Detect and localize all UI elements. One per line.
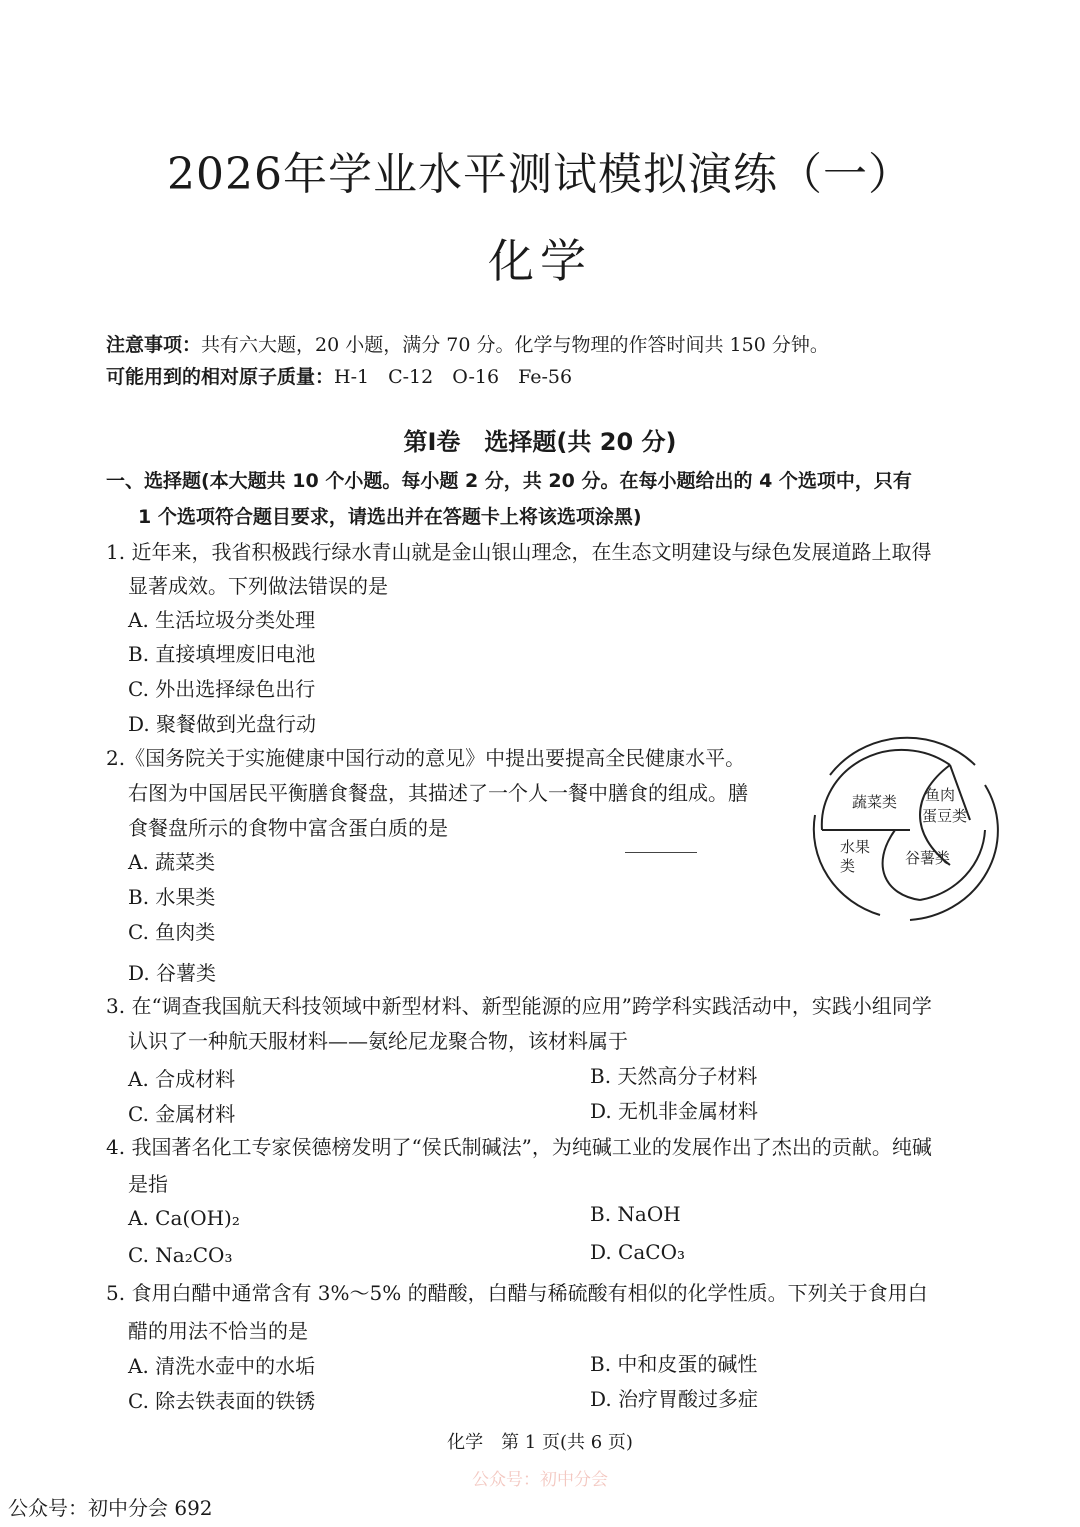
q4-option-a: A. Ca(OH)₂ [128,1206,240,1230]
q2-line-3: 食餐盘所示的食物中富含蛋白质的是 [128,816,448,840]
q2-line-1: 2.《国务院关于实施健康中国行动的意见》中提出要提高全民健康水平。 [106,746,746,770]
q5-option-c: C. 除去铁表面的铁锈 [128,1389,316,1413]
corner-credit: 公众号：初中分会 692 [8,1496,213,1520]
q3-option-d: D. 无机非金属材料 [590,1099,759,1123]
q3-option-c: C. 金属材料 [128,1102,236,1126]
page-footer: 化学 第 1 页(共 6 页) [447,1432,633,1453]
q4-line-1: 4. 我国著名化工专家侯德榜发明了“侯氏制碱法”，为纯碱工业的发展作出了杰出的贡献。纯碱 [106,1135,932,1159]
exam-subject: 化学 [488,234,592,288]
q3-line-2: 认识了一种航天服材料——氨纶尼龙聚合物，该材料属于 [128,1029,628,1053]
plate-outer-arc-top [830,738,975,775]
watermark: 公众号：初中分会 [472,1470,608,1490]
label-fish-meat: 鱼肉 [925,786,956,804]
atomic-mass-line [106,362,572,389]
atomic-mass-label: 可能用到的相对原子质量： [106,366,335,388]
q1-line-1: 1. 近年来，我省积极践行绿水青山就是金山银山理念，在生态文明建设与绿色发展道路上取得 [106,540,932,564]
q1-option-b: B. 直接填埋废旧电池 [128,642,316,666]
label-fruit-suffix: 类 [840,857,856,875]
notice-text: 共有六大题，20 小题，满分 70 分。化学与物理的作答时间共 150 分钟。 [201,334,829,356]
q4-line-2: 是指 [128,1172,168,1196]
label-egg-bean: 蛋豆类 [922,807,968,825]
instructions-line-2: 1 个选项符合题目要求，请选出并在答题卡上将该选项涂黑) [138,506,642,528]
q1-option-a: A. 生活垃圾分类处理 [128,608,316,632]
q5-option-a: A. 清洗水壶中的水垢 [128,1354,316,1378]
q3-line-1: 3. 在“调查我国航天科技领域中新型材料、新型能源的应用”跨学科实践活动中，实践小组同学 [106,994,932,1018]
q4-option-d: D. CaCO₃ [590,1240,685,1264]
q3-option-b: B. 天然高分子材料 [590,1064,758,1088]
q3-option-a: A. 合成材料 [128,1067,236,1091]
q5-line-2: 醋的用法不恰当的是 [128,1319,308,1343]
q4-option-c: C. Na₂CO₃ [128,1243,233,1267]
section-title: 第Ⅰ卷 选择题(共 20 分) [403,428,677,456]
q2-option-a: A. 蔬菜类 [128,850,216,874]
label-vegetables: 蔬菜类 [852,793,898,811]
exam-title: 2026年学业水平测试模拟演练（一） [167,149,913,200]
q4-option-b: B. NaOH [590,1202,681,1226]
q2-option-d: D. 谷薯类 [128,961,217,985]
label-grains: 谷薯类 [905,849,951,867]
q5-line-1: 5. 食用白醋中通常含有 3%～5% 的醋酸，白醋与稀硫酸有相似的化学性质。下列关于食用白 [106,1281,928,1305]
notice-line [106,330,829,357]
stray-line [625,852,697,853]
diet-plate-diagram [800,735,1000,925]
atomic-mass-values: H-1 C-12 O-16 Fe-56 [334,366,573,388]
q1-option-c: C. 外出选择绿色出行 [128,677,316,701]
label-fruit: 水果 [840,838,871,856]
q2-option-b: B. 水果类 [128,885,216,909]
q1-option-d: D. 聚餐做到光盘行动 [128,712,317,736]
q2-line-2: 右图为中国居民平衡膳食餐盘，其描述了一个人一餐中膳食的组成。膳 [128,781,748,805]
q1-line-2: 显著成效。下列做法错误的是 [128,574,388,598]
notice-label: 注意事项： [106,334,202,356]
q2-option-c: C. 鱼肉类 [128,920,216,944]
q5-option-b: B. 中和皮蛋的碱性 [590,1352,758,1376]
instructions-line-1: 一、选择题(本大题共 10 个小题。每小题 2 分，共 20 分。在每小题给出的 4 个选项中，只有 [106,470,912,492]
q5-option-d: D. 治疗胃酸过多症 [590,1387,759,1411]
